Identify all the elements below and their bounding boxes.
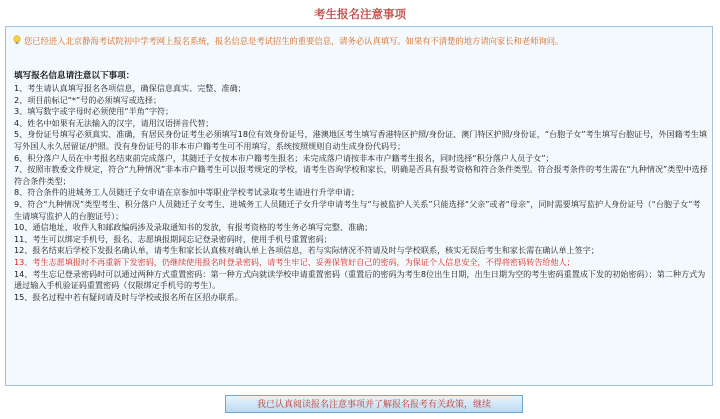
rules-list bbox=[14, 83, 708, 303]
rule-item: 1、考生请认真填写报名各项信息，确保信息真实、完整、准确； bbox=[14, 83, 246, 93]
rule-item: 2、项目前标记“*”号的必须填写或选择； bbox=[14, 94, 162, 105]
rules-title: 填写报名信息请注意以下事项： bbox=[14, 71, 135, 81]
lightbulb-icon bbox=[12, 35, 22, 45]
page-title: 考生报名注意事项 bbox=[314, 7, 406, 21]
rule-item: 5、身份证号填写必须真实、准确，有居民身份证考生必须填写18位有效身份证号，港澳地区考生填写香港特区护照/身份证、澳门特区护照/身份证，“台胞子女”考生填写台胞证号，外国籍考生填写外国人永久居留证/护照。没有身份证号的非本市户籍考生可不用填写，系统按照规则自动生成身份代码号； bbox=[14, 129, 707, 151]
rule-item: 15、报名过程中若有疑问请及时与学校或报名所在区招办联系。 bbox=[14, 291, 243, 302]
notice-text: 您已经进入北京静海考试院初中学考网上报名系统，报名信息是考试招生的重要信息，请务必认真填写。如果有不清楚的地方请向家长和老师询问。 bbox=[24, 36, 564, 46]
rule-item: 10、通信地址、收件人和邮政编码涉及录取通知书的发放，有报考资格的考生务必填写完整、准确； bbox=[14, 222, 373, 233]
notice-line bbox=[12, 35, 706, 47]
rule-item: 14、考生忘记登录密码时可以通过两种方式重置密码：第一种方式向就读学校申请重置密码（重置后的密码为考生8位出生日期，出生日期为空的考生密码重置成下发的初始密码）；第二种方式为通过输入手机验证码重置密码（仅限绑定手机号的考生）。 bbox=[14, 268, 706, 291]
rule-item: 9、符合“九种情况”类型考生、积分落户人员随迁子女考生、进城务工人员随迁子女升学申请考生与“与被监护人关系”只能选择“父亲”或者“母亲”，同时需要填写监护人身份证号（“台胞子女”考生请填写监护人的台胞证号）； bbox=[14, 198, 701, 221]
rule-item: 4、姓名中如果有无法输入的汉字，请用汉语拼音代替； bbox=[14, 117, 214, 128]
rule-item: 3、填写数字或字母时必须使用“半角”字符； bbox=[14, 106, 174, 117]
rule-item: 11、考生可以绑定手机号，报名、志愿填报期间忘记登录密码时，使用手机号重置密码； bbox=[14, 233, 332, 244]
notice-panel bbox=[5, 26, 713, 386]
rule-item: 6、积分落户人员在中考报名结束前完成落户，其随迁子女按本市户籍考生报名；未完成落户请按非本市户籍考生报名，同时选择“积分落户人员子女”； bbox=[14, 152, 554, 163]
rule-item: 7、按照市教委文件规定，符合“九种情况”非本市户籍考生可以报考规定的学校，请考生咨询学校和家长，明确是否具有报考资格和符合条件类型。符合报考条件的考生需在“九种情况”类型中选择符合条件类型； bbox=[14, 164, 708, 186]
rule-item: 8、符合条件的进城务工人员随迁子女申请在京参加中等职业学校考试录取考生请进行升学申请； bbox=[14, 187, 360, 198]
rule-item: 12、报名结束后学校下发报名确认单，请考生和家长认真核对确认单上各项信息，若与实际情况不符请及时与学校联系，核实无误后考生和家长需在确认单上签字； bbox=[14, 245, 599, 256]
confirm-continue-button[interactable]: 我已认真阅读报名注意事项并了解报名报考有关政策，继续 bbox=[225, 395, 523, 413]
rule-item-warning: 13、考生志愿填报时不再重新下发密码，仍继续使用报名时登录密码，请考生牢记、妥善保管好自己的密码，为保证个人信息安全，不得将密码转告给他人； bbox=[14, 256, 575, 267]
